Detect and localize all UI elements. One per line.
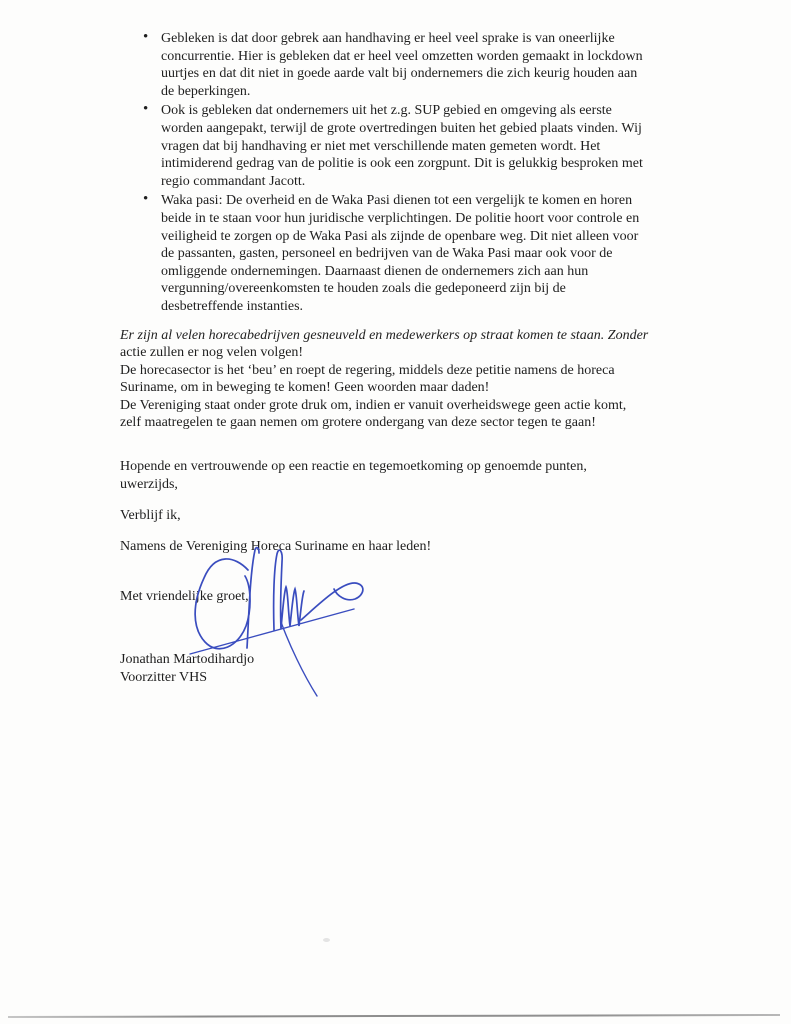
text-line-italic: Er zijn al velen horecabedrijven gesneuveld en medewerkers op straat komen te staan. Zonder: [120, 327, 649, 343]
bullet-item-enforcement: [161, 30, 648, 100]
signature-block: [120, 651, 648, 686]
text-line: Suriname, om in beweging te komen! Geen woorden maar daden!: [120, 380, 490, 396]
closing-namens: Namens de Vereniging Horeca Suriname en haar leden!: [120, 538, 432, 554]
text-line: Hopende en vertrouwende op een reactie en tegemoetkoming op genoemde punten,: [120, 459, 587, 475]
text-line: vragen dat bij handhaving er niet met verschillende maten gemeten wordt. Het: [161, 138, 601, 154]
signer-name: Jonathan Martodihardjo: [120, 652, 255, 668]
text-line: • Ook is gebleken dat ondernemers uit het z.g. SUP gebied en omgeving als eerste: [161, 103, 612, 119]
salutation: Met vriendelijke groet,: [120, 589, 249, 605]
signer-title: Voorzitter VHS: [120, 669, 207, 685]
text-line: • Gebleken is dat door gebrek aan handhaving er heel veel sprake is van oneerlijke: [161, 31, 615, 46]
text-line: De horecasector is het ‘beu’ en roept de regering, middels deze petitie namens de horeca: [120, 362, 615, 378]
text-line: actie zullen er nog velen volgen!: [120, 345, 304, 361]
text-line: De Vereniging staat onder grote druk om, indien er vanuit overheidswege geen actie komt,: [120, 397, 627, 413]
text-line: • Waka pasi: De overheid en de Waka Pasi dienen tot een vergelijk te komen en horen: [161, 193, 633, 209]
text-line: de passanten, gasten, personeel en bedrijven van de Waka Pasi maar ook voor de: [161, 246, 613, 262]
text-line: uurtjes en dat dit niet in goede aarde valt bij ondernemers die zich keurig houden aan: [161, 66, 638, 82]
text-line: vergunning/overeenkomsten te houden zoals die gedeponeerd zijn bij de: [161, 281, 566, 297]
scan-noise-speck: [323, 938, 330, 942]
text-line: regio commandant Jacott.: [161, 173, 306, 189]
text-line: uwerzijds,: [120, 476, 178, 492]
closing-verblijf: Verblijf ik,: [120, 508, 181, 524]
text-line: zelf maatregelen te gaan nemen om grotere ondergang van deze sector tegen te gaan!: [120, 415, 596, 431]
text-line: intimiderend gedrag van de politie is ook een zorgpunt. Dit is gelukkig besproken met: [161, 156, 643, 172]
text-line: beide in te staan voor hun juridische verplichtingen. De politie hoort voor controle en: [161, 210, 640, 226]
text-line: desbetreffende instanties.: [161, 298, 304, 314]
appeal-paragraph: [120, 327, 648, 433]
bullet-item-sup-area: [161, 102, 648, 190]
letter-body: [120, 30, 648, 686]
scan-artifact-line: [8, 1014, 780, 1018]
text-line: omliggende ondernemingen. Daarnaast dienen de ondernemers zich aan hun: [161, 263, 589, 279]
bullet-item-waka-pasi: [161, 192, 648, 315]
text-line: veiligheid te zorgen op de Waka Pasi als zijnde de openbare weg. Dit niet alleen voor: [161, 228, 639, 244]
bullet-list: [120, 30, 648, 316]
text-line: de beperkingen.: [161, 83, 251, 99]
text-line: worden aangepakt, terwijl de grote overtredingen buiten het gebied plaats vinden. Wij: [161, 120, 642, 136]
closing-hope-paragraph: [120, 458, 648, 493]
text-line: concurrentie. Hier is gebleken dat er heel veel omzetten worden gemaakt in lockdown: [161, 48, 643, 64]
